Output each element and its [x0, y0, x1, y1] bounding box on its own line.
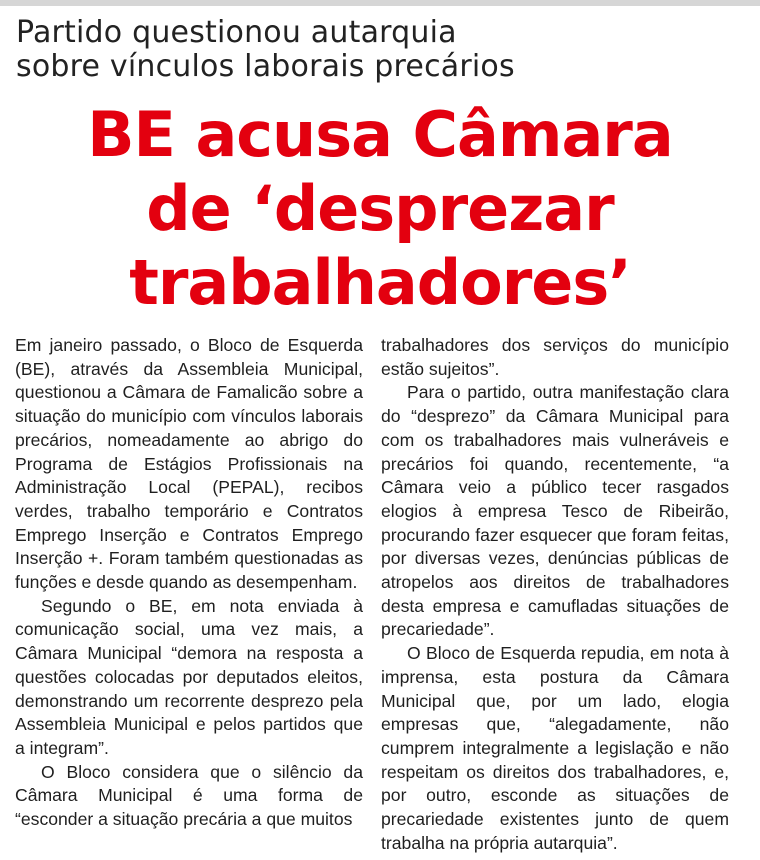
kicker-line-1: Partido questionou autarquia: [16, 15, 457, 50]
article-paragraph: Segundo o BE, em nota enviada à comunicação social, uma vez mais, a Câmara Municipal “demora na resposta a questões colocadas por deputados eleitos, demonstrando um recorrente desprezo pela Assembleia Municipal e pelos partidos que a integram”.: [15, 595, 363, 758]
article-paragraph-continued: trabalhadores dos serviços do município estão sujeitos”.: [381, 335, 729, 379]
headline-line-3: trabalhadores’: [129, 246, 631, 319]
article-column-right: [381, 334, 729, 855]
kicker: [16, 16, 746, 84]
top-rule: [0, 0, 760, 6]
article-column-left: [15, 334, 363, 832]
headline-line-2: de ‘desprezar: [146, 172, 614, 245]
article-paragraph: Para o partido, outra manifestação clara do “desprezo” da Câmara Municipal para com os trabalhadores mais vulneráveis e precários foi quando, recentemente, “a Câmara veio a público tecer rasgados elogios à empresa Tesco de Ribeirão, procurando fazer esquecer que foram feitas, por diversas vezes, denúncias públicas de atropelos aos direitos de trabalhadores desta empresa e camufladas situações de precariedade”.: [381, 382, 729, 640]
article-paragraph: Em janeiro passado, o Bloco de Esquerda (BE), através da Assembleia Municipal, questionou a Câmara de Famalicão sobre a situação do município com vínculos laborais precários, nomeadamente ao abrigo do Programa de Estágios Profissionais na Administração Local (PEPAL), recibos verdes, trabalho temporário e Contratos Emprego Inserção e Contratos Emprego Inserção +. Foram também questionadas as funções e desde quando as desempenham.: [15, 335, 363, 593]
article-paragraph: O Bloco de Esquerda repudia, em nota à imprensa, esta postura da Câmara Municipal que, por um lado, elogia empresas que, “alegadamente, não cumprem integralmente a legislação e não respeitam os direitos dos trabalhadores, e, por outro, esconde as situações de precariedade existentes junto de quem trabalha na própria autarquia”.: [381, 643, 729, 853]
article-paragraph: O Bloco considera que o silêncio da Câmara Municipal é uma forma de “esconder a situação precária a que muitos: [15, 761, 363, 830]
kicker-line-2: sobre vínculos laborais precários: [16, 49, 515, 84]
headline: [0, 98, 760, 320]
headline-line-1: BE acusa Câmara: [87, 98, 673, 171]
